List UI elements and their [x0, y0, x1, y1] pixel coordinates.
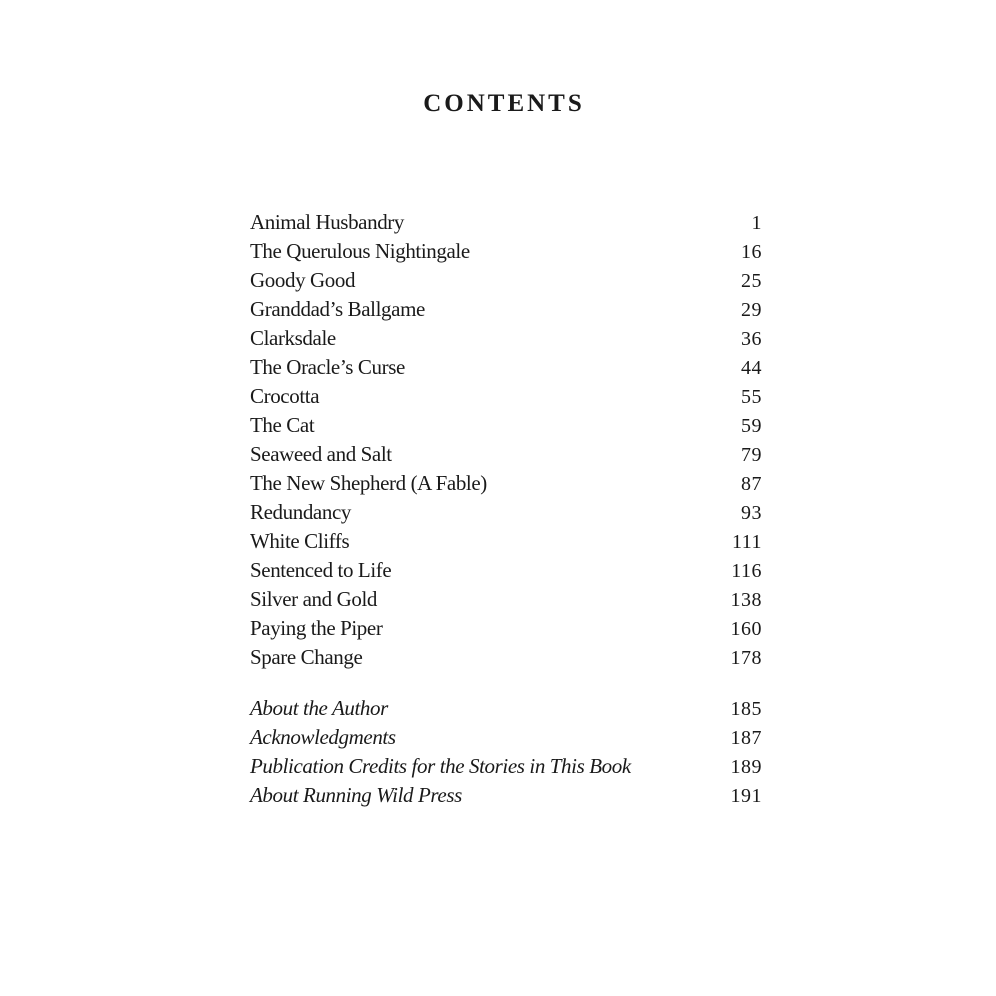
toc-entry-page: 59: [741, 415, 762, 437]
toc-entry-title: Animal Husbandry: [250, 210, 404, 234]
toc-entry-page: 25: [741, 270, 762, 292]
toc-entry[interactable]: [250, 295, 762, 324]
toc-entry-title: Publication Credits for the Stories in This Book: [250, 754, 631, 778]
toc-entry[interactable]: [250, 556, 762, 585]
back-matter-entry[interactable]: [250, 723, 762, 752]
toc-entry[interactable]: [250, 411, 762, 440]
toc-entry-page: 16: [741, 241, 762, 263]
back-matter-entry[interactable]: [250, 694, 762, 723]
back-matter-list: [250, 694, 762, 810]
page-title: CONTENTS: [423, 90, 585, 117]
toc-entry-page: 93: [741, 502, 762, 524]
toc-entry[interactable]: [250, 585, 762, 614]
toc-entry-title: Silver and Gold: [250, 587, 377, 611]
toc-entry-page: 36: [741, 328, 762, 350]
toc-entry-title: The Querulous Nightingale: [250, 239, 470, 263]
toc-entry-page: 160: [730, 618, 762, 640]
toc-entry-title: Seaweed and Salt: [250, 442, 392, 466]
toc-entry-title: Goody Good: [250, 268, 356, 292]
toc-entry-page: 178: [730, 647, 762, 669]
toc-entry-title: Sentenced to Life: [250, 558, 392, 582]
toc-entry-page: 138: [730, 589, 762, 611]
table-of-contents: [250, 208, 762, 810]
toc-entry-page: 87: [741, 473, 762, 495]
toc-entry[interactable]: [250, 440, 762, 469]
back-matter-entry[interactable]: [250, 752, 762, 781]
toc-entry-title: Spare Change: [250, 645, 363, 669]
toc-entry-title: Acknowledgments: [250, 725, 396, 749]
toc-entry-title: White Cliffs: [250, 529, 350, 553]
back-matter-entry[interactable]: [250, 781, 762, 810]
toc-entry-page: 55: [741, 386, 762, 408]
toc-entry[interactable]: [250, 498, 762, 527]
toc-entry-title: The Cat: [250, 413, 315, 437]
toc-entry-title: Crocotta: [250, 384, 320, 408]
toc-entry[interactable]: [250, 469, 762, 498]
toc-entry-page: 189: [730, 756, 762, 778]
toc-entry-title: Paying the Piper: [250, 616, 383, 640]
toc-entry[interactable]: [250, 353, 762, 382]
toc-entry[interactable]: [250, 237, 762, 266]
stories-list: [250, 208, 762, 672]
toc-entry-title: About the Author: [250, 696, 388, 720]
toc-entry[interactable]: [250, 324, 762, 353]
toc-entry-page: 111: [731, 531, 762, 553]
toc-entry-title: About Running Wild Press: [250, 783, 462, 807]
toc-entry-title: Granddad’s Ballgame: [250, 297, 425, 321]
toc-entry[interactable]: [250, 614, 762, 643]
toc-entry-page: 44: [741, 357, 762, 379]
toc-entry[interactable]: [250, 643, 762, 672]
toc-entry-page: 191: [730, 785, 762, 807]
toc-entry-page: 187: [730, 727, 762, 749]
toc-entry-page: 29: [741, 299, 762, 321]
toc-entry[interactable]: [250, 527, 762, 556]
toc-entry-title: The New Shepherd (A Fable): [250, 471, 487, 495]
toc-entry-page: 1: [751, 212, 762, 234]
toc-entry-page: 116: [731, 560, 762, 582]
toc-entry-title: Clarksdale: [250, 326, 336, 350]
toc-entry-page: 79: [741, 444, 762, 466]
toc-entry[interactable]: [250, 266, 762, 295]
toc-entry-page: 185: [730, 698, 762, 720]
toc-entry-title: Redundancy: [250, 500, 351, 524]
toc-entry[interactable]: [250, 382, 762, 411]
toc-entry[interactable]: [250, 208, 762, 237]
toc-entry-title: The Oracle’s Curse: [250, 355, 405, 379]
